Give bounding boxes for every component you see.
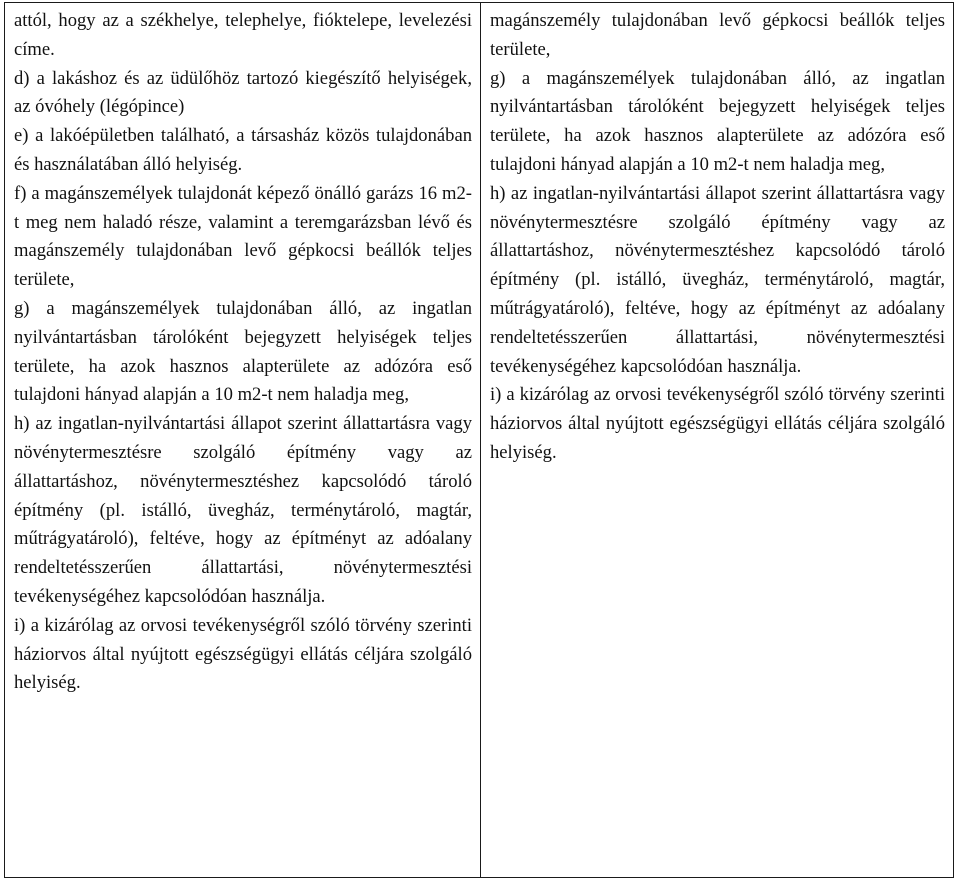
right-column (481, 3, 953, 877)
left-paragraph-g: g) a magánszemélyek tulajdonában álló, az ingatlan nyilvántartásban tárolóként bejegyzett helyiségek teljes területe, ha azok hasznos alapterülete az adózóra eső tulajdoni hányad alapján a 10 m2-t nem haladja meg, (14, 297, 472, 406)
left-paragraph-i: i) a kizárólag az orvosi tevékenységről szóló törvény szerinti háziorvos által nyújtott egészségügyi ellátás céljára szolgáló helyiség. (14, 614, 472, 694)
right-paragraph-h: h) az ingatlan-nyilvántartási állapot szerint állattartásra vagy növénytermesztésre szolgáló építmény vagy az állattartáshoz, növénytermesztéshez kapcsolódó tároló építmény (pl. istálló, üvegház, terménytároló, magtár, műtrágyatároló), feltéve, hogy az építményt az adóalany rendeltetésszerűen állattartási, növénytermesztési tevékenységéhez kapcsolódóan használja. (490, 182, 945, 377)
right-paragraph-continuation: magánszemély tulajdonában levő gépkocsi beállók teljes területe, (490, 10, 945, 60)
right-paragraph-g: g) a magánszemélyek tulajdonában álló, az ingatlan nyilvántartásban tárolóként bejegyzett helyiségek teljes területe, ha azok hasznos alapterülete az adózóra eső tulajdoni hányad alapján a 10 m2-t nem haladja meg, (490, 67, 945, 175)
comparison-table (4, 2, 954, 878)
left-paragraph-e: e) a lakóépületben található, a társasház közös tulajdonában és használatában álló helyiség. (14, 125, 472, 175)
left-paragraph-d: d) a lakáshoz és az üdülőhöz tartozó kiegészítő helyiségek, az óvóhely (légópince) (14, 67, 472, 118)
left-column (5, 3, 481, 877)
left-paragraph-continuation: attól, hogy az a székhelye, telephelye, fióktelepe, levelezési címe. (14, 10, 472, 60)
left-paragraph-h: h) az ingatlan-nyilvántartási állapot szerint állattartásra vagy növénytermesztésre szolgáló építmény vagy az állattartáshoz, növénytermesztéshez kapcsolódó tároló építmény (pl. istálló, üvegház, terménytároló, magtár, műtrágyatároló), feltéve, hogy az építményt az adóalany rendeltetésszerűen állattartási, növénytermesztési tevékenységéhez kapcsolódóan használja. (14, 413, 472, 607)
right-paragraph-i: i) a kizárólag az orvosi tevékenységről szóló törvény szerinti háziorvos által nyújtott egészségügyi ellátás céljára szolgáló helyiség. (490, 384, 945, 463)
left-paragraph-f: f) a magánszemélyek tulajdonát képező önálló garázs 16 m2-t meg nem haladó része, valamint a teremgarázsban lévő és magánszemély tulajdonában levő gépkocsi beállók teljes területe, (14, 182, 472, 291)
